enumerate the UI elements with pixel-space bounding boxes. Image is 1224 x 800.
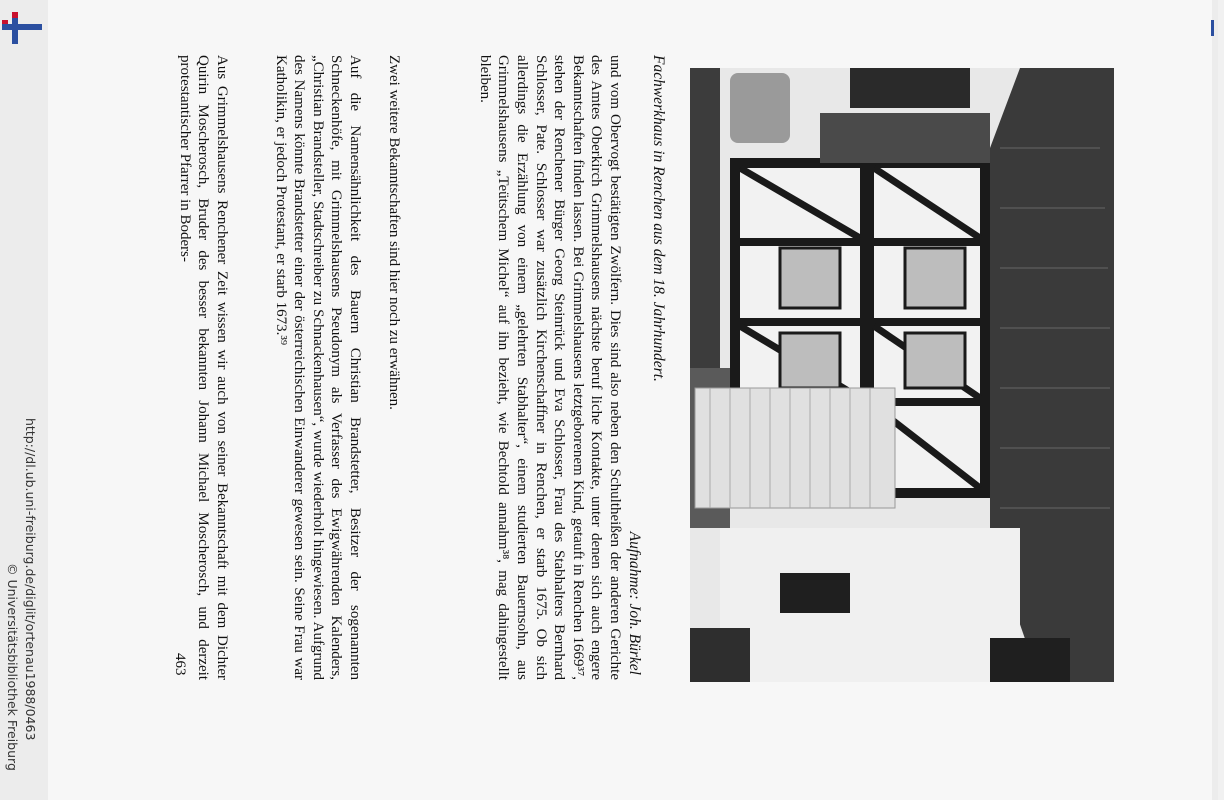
paragraph-1: und vom Obervogt bestätigten Zwölfern. Dies sind also neben den Schultheißen der anderen Gerichte des Amtes Oberkirch Grimmelshausens nächste beruf liche Kontakte, unter denen sich auch engere Bekanntschaften finden lassen. Bei Grimmelshausens letztgeborenem Kind, getauft in Renchen 1669³⁷, stehen der Renchener Bürger Georg Steinrück und Eva Schlosser, Frau des Stabhalters Bernhard Schlosser, Pate. Schlosser war zusätzlich Kirchenschaffner in Renchen, er starb 1675. Ob sich allerdings die Erzählung von einem „gelehrten Stabhalter“, einem studierten Bauernsohn, aus Grimmelshausens „Teütschem Michel“ auf ihn bezieht, wie Bechtold annahm³⁸, mag dahingestellt bleiben. — [476, 55, 623, 680]
copyright-note: © Universitätsbibliothek Freiburg — [5, 563, 20, 771]
page-edge — [1212, 0, 1218, 800]
paragraph-4: Aus Grimmelshausens Renchener Zeit wissen wir auch von seiner Bekanntschaft mit dem Dichter Quirin Moscherosch, Bruder des besser bekannten Johann Michael Moscherosch, und derzeit protestantischer Pfarrer in Boders- — [176, 55, 230, 680]
photo-caption: Fachwerkhaus in Renchen aus dem 18. Jahrhundert. — [650, 55, 667, 382]
marker-icon — [1211, 20, 1214, 36]
house-photo — [690, 68, 1114, 682]
photo-credit: Aufnahme: Joh. Bürkel — [626, 531, 643, 675]
paragraph-3: Auf die Namensähnlichkeit des Bauern Christian Brandstetter, Besitzer der sogenannten Schneckenhöfe, mit Grimmelshausens Pseudonym als Verfasser des Ewigwährenden Kalenders, „Christian Brandsteller, Stadtschreiber zu Schnackenhausen“, wurde wiederholt hingewiesen. Aufgrund des Namens könnte Brandstetter einer der österreichischen Einwanderer gewesen sein. Seine Frau war Katholikin, er jedoch Protestant, er starb 1673.³⁹ — [272, 55, 363, 680]
page-number: 463 — [172, 653, 188, 676]
document-url[interactable]: http://dl.ub.uni-freiburg.de/diglit/ortenau1988/0463 — [23, 418, 38, 741]
paragraph-2: Zwei weitere Bekanntschaften sind hier noch zu erwähnen. — [386, 55, 402, 410]
left-sidebar — [0, 0, 49, 800]
page-text — [148, 55, 668, 695]
